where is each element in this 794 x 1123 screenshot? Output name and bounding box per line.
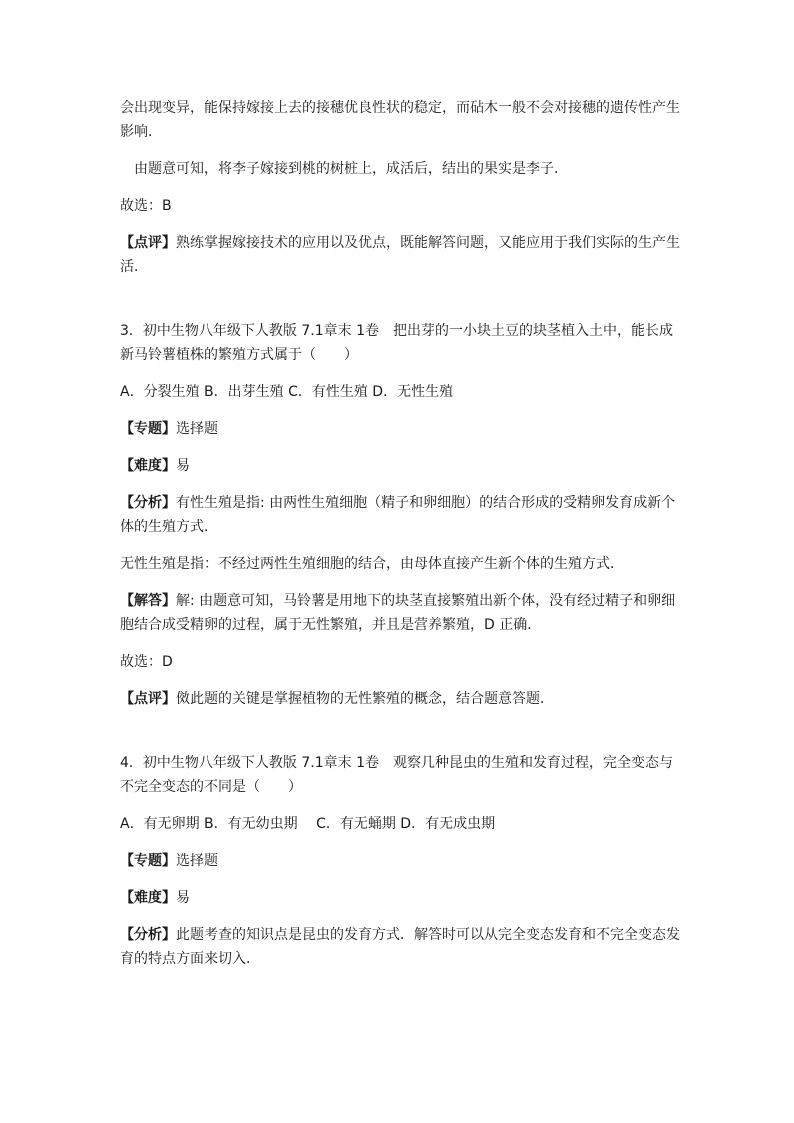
- q2-comment-tag: 【点评】: [120, 235, 176, 251]
- q4-stem: 4．初中生物八年级下人教版 7.1章末 1卷 观察几种昆虫的生殖和发育过程，完全变态与不完全变态的不同是（ ）: [120, 755, 673, 795]
- q4-difficulty-value: 易: [176, 890, 190, 906]
- q2-conclusion: 由题意可知，将李子嫁接到桃的树桩上，成活后，结出的果实是李子．: [134, 161, 568, 177]
- q4-difficulty: [120, 886, 680, 910]
- q3-analysis-tag: 【分析】: [120, 495, 176, 511]
- q3-analysis-1-text: 有性生殖是指: 由两性生殖细胞（精子和卵细胞）的结合形成的受精卵发育成新个体的生殖方式．: [120, 495, 676, 535]
- q3-difficulty-tag: 【难度】: [120, 458, 176, 474]
- q4-analysis-text: 此题考查的知识点是昆虫的发育方式．解答时可以从完全变态发育和不完全变态发育的特点方面来切入．: [120, 927, 680, 967]
- q3-comment-text: 傚此题的关键是掌握植物的无性繁殖的概念，结合题意答题．: [176, 691, 554, 707]
- q4-difficulty-tag: 【难度】: [120, 890, 176, 906]
- q4-topic-tag: 【专题】: [120, 853, 176, 869]
- q3-comment-tag: 【点评】: [120, 691, 176, 707]
- q3-answer: 故选：D: [120, 654, 173, 670]
- q2-comment: [120, 231, 680, 279]
- q2-answer: 故选：B: [120, 198, 172, 214]
- q4-topic-value: 选择题: [176, 853, 218, 869]
- q3-stem: 3．初中生物八年级下人教版 7.1章末 1卷 把出芽的一小块土豆的块茎植入土中，能长成新马铃薯植株的繁殖方式属于（ ）: [120, 323, 673, 363]
- q4-options: A．有无卵期 B．有无幼虫期 C．有无蛹期 D．有无成虫期: [120, 816, 496, 832]
- q3-solution: [120, 589, 680, 637]
- q3-topic-tag: 【专题】: [120, 421, 176, 437]
- q3-difficulty-value: 易: [176, 458, 190, 474]
- q3-options: A．分裂生殖 B．出芽生殖 C．有性生殖 D．无性生殖: [120, 384, 454, 400]
- document-page: [120, 96, 680, 971]
- q3-difficulty: [120, 454, 680, 478]
- q3-topic: [120, 417, 680, 441]
- q4-topic: [120, 849, 680, 873]
- q2-comment-text: 熟练掌握嫁接技术的应用以及优点，既能解答问题，又能应用于我们实际的生产生活．: [120, 235, 680, 275]
- q3-topic-value: 选择题: [176, 421, 218, 437]
- q3-solution-text: 解: 由题意可知，马铃薯是用地下的块茎直接繁殖出新个体，没有经过精子和卵细胞结合成受精卵的过程，属于无性繁殖，并且是营养繁殖，D 正确．: [120, 593, 676, 633]
- q2-analysis-tail: 会出现变异，能保持嫁接上去的接穗优良性状的稳定，而砧木一般不会对接穗的遗传性产生影响．: [120, 100, 680, 140]
- q3-analysis-2: 无性生殖是指：不经过两性生殖细胞的结合，由母体直接产生新个体的生殖方式．: [120, 556, 624, 572]
- q3-solution-tag: 【解答】: [120, 593, 176, 609]
- q3-comment: [120, 687, 680, 711]
- q4-analysis-tag: 【分析】: [120, 927, 176, 943]
- q3-analysis-1: [120, 491, 680, 539]
- q4-analysis: [120, 923, 680, 971]
